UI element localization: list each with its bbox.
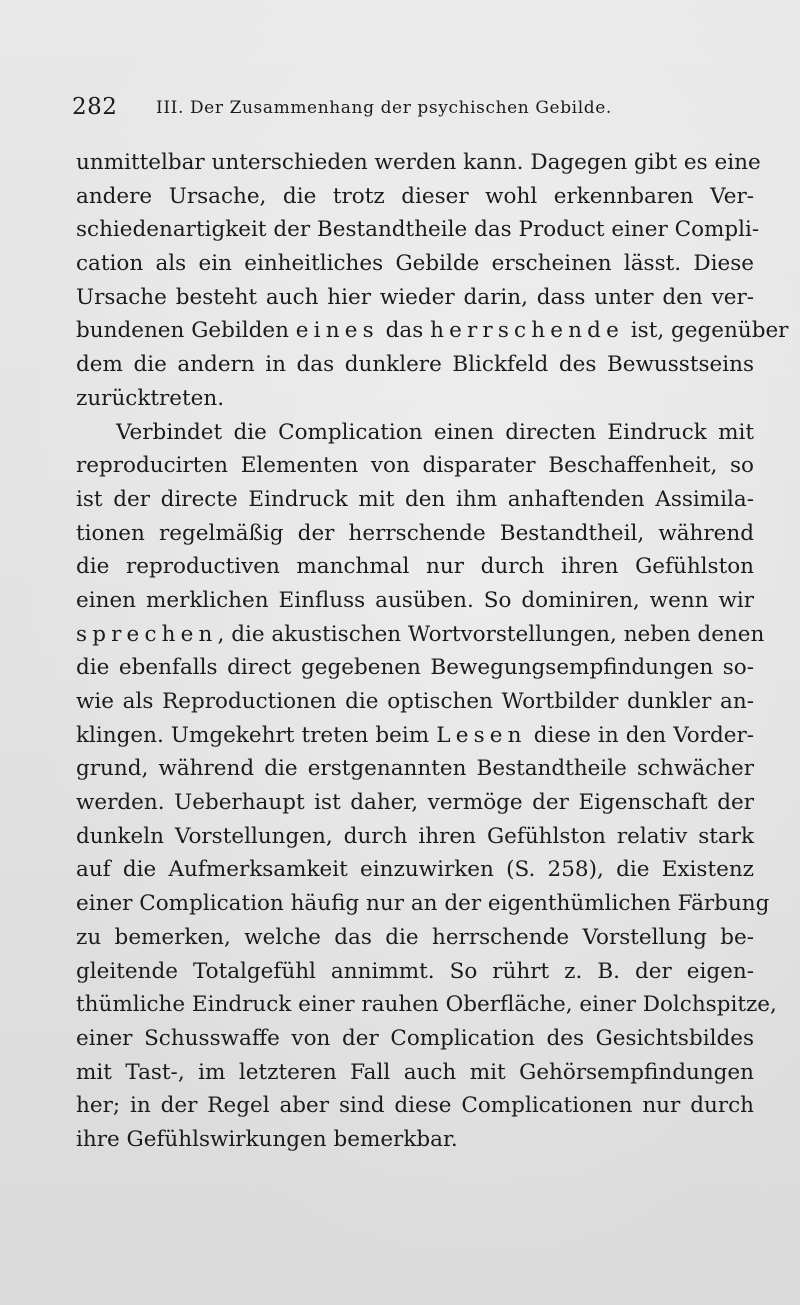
text-line: Verbindet die Complication einen directen Eindruck mit — [116, 419, 754, 445]
text-run: , die akustischen Wortvorstellungen, neben denen — [217, 621, 765, 647]
text-line: grund, während die erstgenannten Bestandtheile schwächer — [76, 756, 754, 782]
text-line: her; in der Regel aber sind diese Complicationen nur durch — [76, 1093, 754, 1119]
text-line: dem die andern in das dunklere Blickfeld des Bewusstseins — [76, 352, 754, 378]
text-line: einen merklichen Einfluss ausüben. So dominiren, wenn wir — [76, 587, 754, 613]
text-run: klingen. Umgekehrt treten beim — [76, 722, 437, 748]
text-line: einer Schusswaffe von der Complication des Gesichtsbildes — [76, 1025, 754, 1051]
text-line: dunkeln Vorstellungen, durch ihren Gefühlston relativ stark — [76, 823, 754, 849]
text-line — [76, 618, 765, 652]
emphasis-spaced: sprechen — [76, 621, 218, 647]
text-line — [76, 719, 754, 753]
text-line: werden. Ueberhaupt ist daher, vermöge der Eigenschaft der — [76, 790, 754, 816]
text-run: bundenen Gebilden — [76, 318, 296, 344]
text-line: unmittelbar unterschieden werden kann. Dagegen gibt es eine — [76, 150, 761, 175]
text-line: ist der directe Eindruck mit den ihm anhaftenden Assimila- — [76, 486, 754, 512]
text-line: reproducirten Elementen von disparater Beschaffenheit, so — [76, 453, 754, 479]
text-line: schiedenartigkeit der Bestandtheile das Product einer Compli- — [76, 217, 760, 243]
text-line: tionen regelmäßig der herrschende Bestandtheil, während — [76, 520, 754, 546]
text-line: auf die Aufmerksamkeit einzuwirken (S. 258), die Existenz — [76, 857, 754, 883]
running-head-title: III. Der Zusammenhang der psychischen Gebilde. — [156, 98, 612, 118]
text-run: das — [378, 318, 431, 344]
text-line: zurücktreten. — [76, 385, 225, 411]
text-line: die reproductiven manchmal nur durch ihren Gefühlston — [76, 554, 754, 580]
text-run: ist, gegenüber — [623, 318, 789, 344]
page-number: 282 — [72, 94, 118, 120]
text-line: Ursache besteht auch hier wieder darin, dass unter den ver- — [76, 284, 754, 310]
emphasis-spaced: Lesen — [436, 722, 527, 748]
text-line: andere Ursache, die trotz dieser wohl erkennbaren Ver- — [76, 183, 754, 209]
text-line: wie als Reproductionen die optischen Wortbilder dunkler an- — [76, 689, 754, 714]
text-line: cation als ein einheitliches Gebilde erscheinen lässt. Diese — [76, 251, 754, 277]
text-line: thümliche Eindruck einer rauhen Oberfläche, einer Dolchspitze, — [76, 992, 777, 1018]
emphasis-spaced: eines — [295, 318, 379, 344]
text-run: diese in den Vorder- — [526, 722, 754, 748]
running-head — [72, 94, 752, 124]
text-line: zu bemerken, welche das die herrschende Vorstellung be- — [76, 924, 754, 950]
text-line: gleitende Totalgefühl annimmt. So rührt z. B. der eigen- — [76, 958, 754, 984]
text-line: ihre Gefühlswirkungen bemerkbar. — [76, 1126, 458, 1152]
emphasis-spaced: herrschende — [430, 318, 624, 344]
text-line: mit Tast-, im letzteren Fall auch mit Gehörsempfindungen — [76, 1059, 754, 1085]
text-line — [76, 314, 789, 348]
text-line: die ebenfalls direct gegebenen Bewegungsempfindungen so- — [76, 655, 754, 681]
body-text — [76, 146, 789, 1157]
text-line: einer Complication häufig nur an der eigenthümlichen Färbung — [76, 891, 770, 917]
